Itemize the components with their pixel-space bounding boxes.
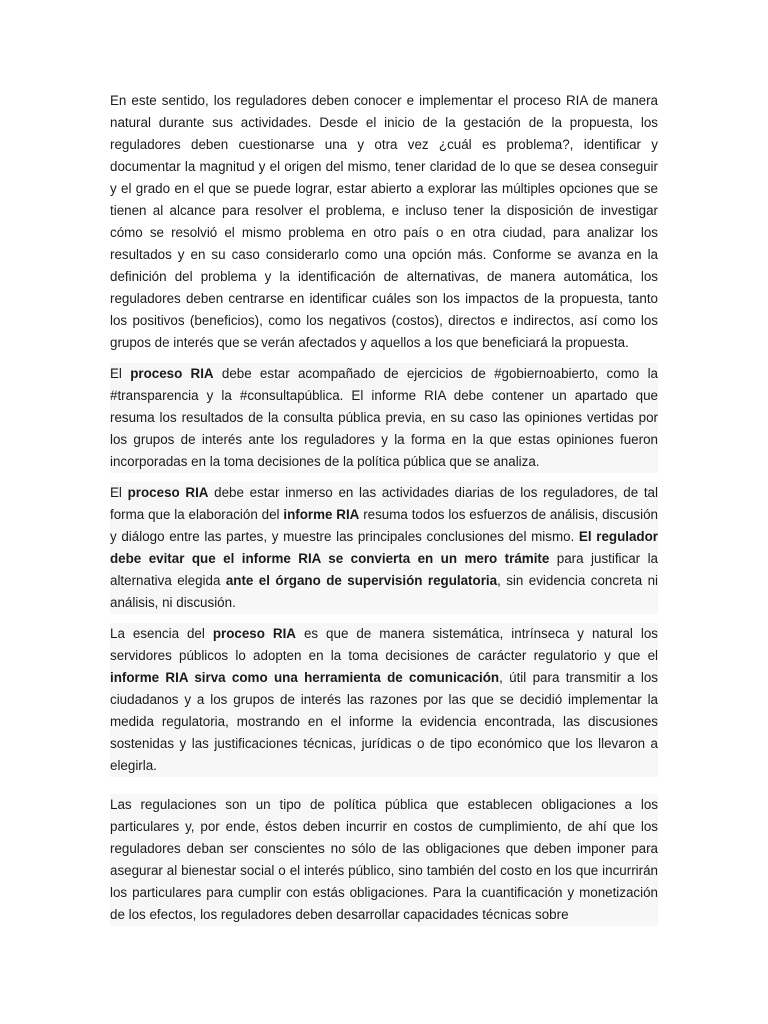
bold-text-run: informe RIA sirva como una herramienta de comunicación — [110, 670, 500, 685]
paragraph-2 — [110, 363, 658, 473]
bold-text-run: informe RIA — [283, 507, 360, 522]
paragraph-1 — [110, 90, 658, 354]
text-run: es que de manera sistemática, intrínseca y natural los servidores públicos lo adopten en la toma decisiones de carácter regulatorio y que el — [110, 626, 658, 663]
bold-text-run: ante el órgano de supervisión regulatoria — [225, 573, 498, 588]
text-run: resuma todos los esfuerzos de análisis, discusión y diálogo entre las partes, y muestre las principales conclusiones del mismo. — [110, 507, 658, 544]
text-run: , útil para transmitir a los ciudadanos y a los grupos de interés las razones por las que se decidió implementar la medida regulatoria, mostrando en el informe la evidencia encontrada, las discusiones sostenidas y las justificaciones técnicas, jurídicas o de tipo económico que los llevaron a elegirla. — [110, 670, 658, 773]
text-run: La esencia del — [110, 626, 213, 641]
paragraph-3 — [110, 482, 658, 614]
bold-text-run: El regulador debe evitar que el informe RIA se convierta en un mero trámite — [110, 529, 658, 566]
text-run: , sin evidencia concreta ni análisis, ni discusión. — [110, 573, 659, 610]
text-run: para justificar la alternativa elegida — [110, 551, 658, 588]
document-page — [110, 90, 658, 926]
paragraph-5 — [110, 794, 658, 926]
text-run: debe estar inmerso en las actividades diarias de los reguladores, de tal forma que la elaboración del — [110, 485, 658, 522]
bold-text-run: proceso RIA — [127, 485, 209, 500]
text-run: Las regulaciones son un tipo de política pública que establecen obligaciones a los particulares y, por ende, éstos deben incurrir en costos de cumplimiento, de ahí que los reguladores deban ser conscientes no sólo de las obligaciones que deben imponer para asegurar al bienestar social o el interés público, sino también del costo en los que incurrirán los particulares para cumplir con estás obligaciones. Para la cuantificación y monetización de los efectos, los reguladores deben desarrollar capacidades técnicas sobre — [110, 797, 658, 922]
bold-text-run: proceso RIA — [130, 366, 214, 381]
bold-text-run: proceso RIA — [212, 626, 296, 641]
text-run: El — [110, 485, 128, 500]
text-run: debe estar acompañado de ejercicios de #gobiernoabierto, como la #transparencia y la #consultapública. El informe RIA debe contener un apartado que resuma los resultados de la consulta pública previa, en su caso las opiniones vertidas por los grupos de interés ante los reguladores y la forma en la que estas opiniones fueron incorporadas en la toma decisiones de la política pública que se analiza. — [110, 366, 658, 469]
text-run: En este sentido, los reguladores deben conocer e implementar el proceso RIA de manera natural durante sus actividades. Desde el inicio de la gestación de la propuesta, los reguladores deben cuestionarse una y otra vez ¿cuál es problema?, identificar y documentar la magnitud y el origen del mismo, tener claridad de lo que se desea conseguir y el grado en el que se puede lograr, estar abierto a explorar las múltiples opciones que se tienen al alcance para resolver el problema, e incluso tener la disposición de investigar cómo se resolvió el mismo problema en otro país o en otra ciudad, para analizar los resultados y en su caso considerarlo como una opción más. Conforme se avanza en la definición del problema y la identificación de alternativas, de manera automática, los reguladores deben centrarse en identificar cuáles son los impactos de la propuesta, tanto los positivos (beneficios), como los negativos (costos), directos e indirectos, así como los grupos de interés que se verán afectados y aquellos a los que beneficiará la propuesta. — [110, 93, 658, 350]
text-run: El — [110, 366, 131, 381]
paragraph-4 — [110, 623, 658, 777]
